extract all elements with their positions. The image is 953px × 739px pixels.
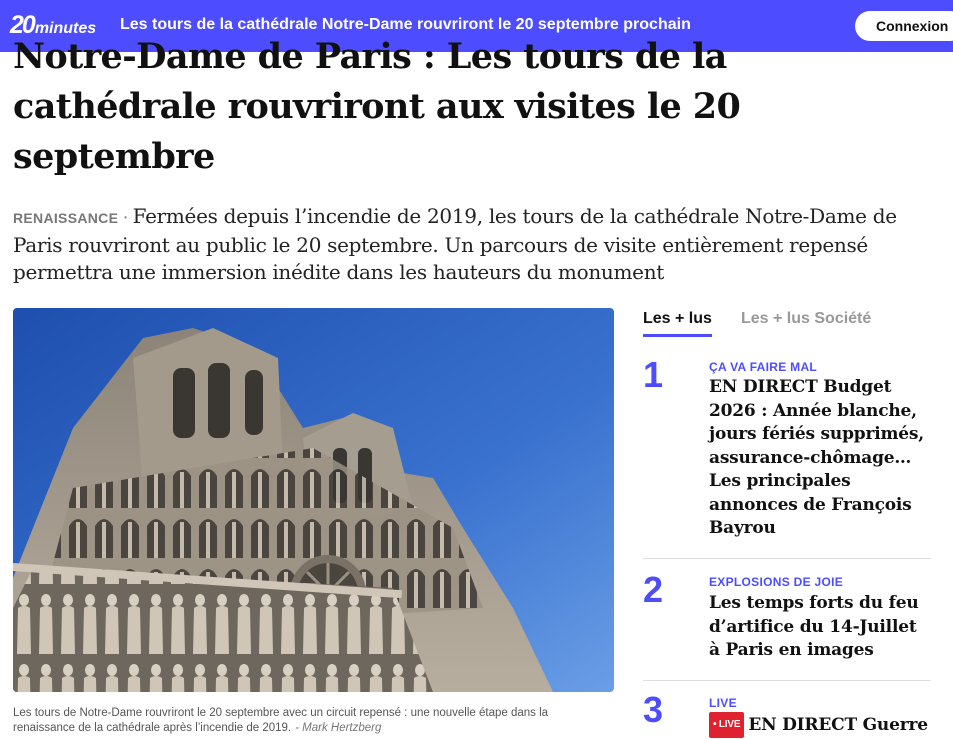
login-button[interactable]: Connexion xyxy=(855,11,953,41)
site-logo[interactable]: 20minutes xyxy=(10,11,97,39)
article-kicker[interactable]: RENAISSANCE xyxy=(13,210,119,226)
photo-credit: - Mark Hertzberg xyxy=(295,722,382,734)
lede-text: Fermées depuis l’incendie de 2019, les tours de la cathédrale Notre-Dame de Paris rouvriront au public le 20 septembre. Un parcours de visite entièrement repensé permettra une immersion inédite dans les hauteurs du monument xyxy=(13,204,897,284)
live-badge: • LIVE xyxy=(709,712,744,738)
item-kicker[interactable]: LIVE xyxy=(709,696,737,710)
tab-most-read[interactable]: Les + lus xyxy=(643,310,712,337)
article-title: Notre-Dame de Paris : Les tours de la cathédrale rouvriront aux visites le 20 septembre xyxy=(13,36,741,177)
kicker-separator: · xyxy=(122,206,129,228)
most-read-item-title[interactable]: EN DIRECT Budget 2026 : Année blanche, jours fériés supprimés, assurance-chômage… Les principales annonces de François Bayrou xyxy=(709,377,924,538)
tab-most-read-society[interactable]: Les + lus Société xyxy=(741,310,872,327)
rank-number: 2 xyxy=(643,569,664,610)
topbar-headline[interactable]: Les tours de la cathédrale Notre-Dame rouvriront le 20 septembre prochain xyxy=(120,16,691,33)
item-kicker[interactable]: ÇA VA FAIRE MAL xyxy=(709,360,818,374)
most-read-item-title[interactable]: • LIVE EN DIRECT Guerre xyxy=(709,712,931,738)
article-photo[interactable] xyxy=(13,308,614,692)
photo-caption: Les tours de Notre-Dame rouvriront le 20 septembre avec un circuit repensé : une nouvelle étape dans la renaissance de la cathédrale après l’incendie de 2019. - Mark Hertzberg xyxy=(13,707,549,734)
rank-number: 3 xyxy=(643,689,664,730)
most-read-tabs xyxy=(643,310,933,336)
most-read-item-title[interactable]: Les temps forts du feu d’artifice du 14-Juillet à Paris en images xyxy=(709,593,919,660)
item-kicker[interactable]: EXPLOSIONS DE JOIE xyxy=(709,575,844,589)
article-lede xyxy=(13,203,943,286)
rank-number: 1 xyxy=(643,354,664,395)
divider xyxy=(643,680,931,681)
divider xyxy=(643,558,931,559)
